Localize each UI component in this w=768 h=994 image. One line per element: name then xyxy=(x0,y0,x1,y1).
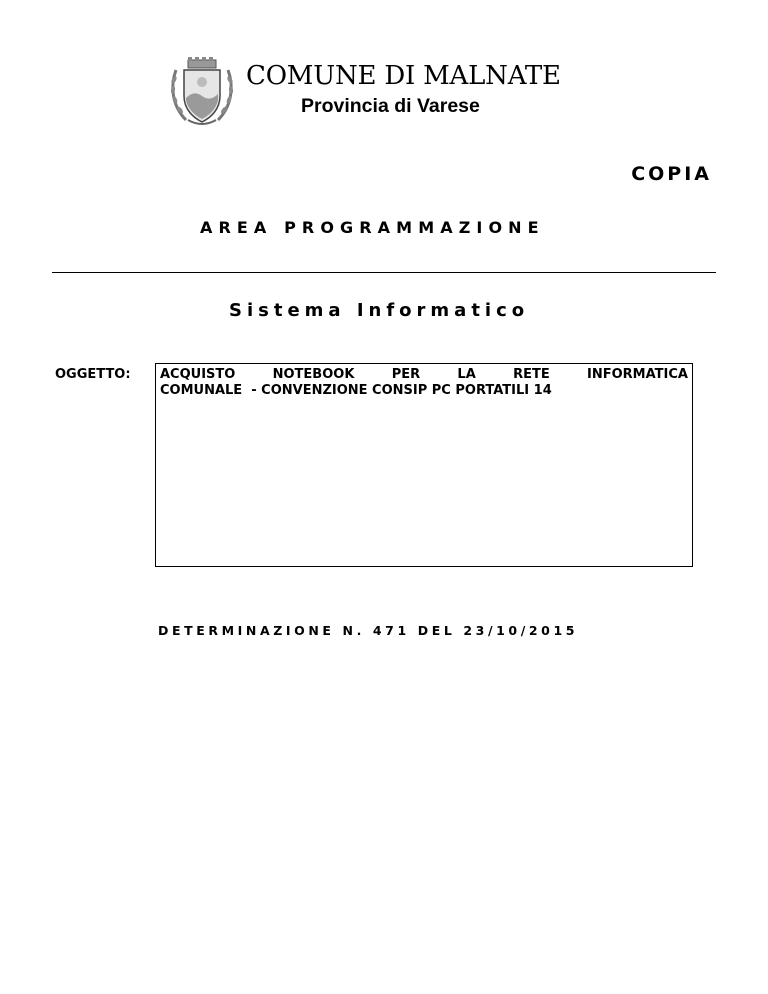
province-name: Provincia di Varese xyxy=(301,95,480,117)
divider xyxy=(52,272,716,273)
subject-word: LA xyxy=(457,367,476,382)
org-name: COMUNE DI MALNATE xyxy=(246,61,561,91)
subject-word: PER xyxy=(391,367,421,382)
subject-box xyxy=(155,363,693,567)
subject-word: RETE xyxy=(513,367,550,382)
subject-word: ACQUISTO xyxy=(160,367,236,382)
copy-label: COPIA xyxy=(631,163,712,185)
subject-line-1 xyxy=(160,367,688,383)
determination-number: DETERMINAZIONE N. 471 DEL 23/10/2015 xyxy=(158,623,579,638)
subject-word: NOTEBOOK xyxy=(272,367,355,382)
service-title: Sistema Informatico xyxy=(229,300,530,321)
municipal-coat-of-arms-icon xyxy=(166,56,238,128)
subject-line-2: COMUNALE - CONVENZIONE CONSIP PC PORTATILI 14 xyxy=(160,383,552,398)
area-title: AREA PROGRAMMAZIONE xyxy=(200,218,545,237)
subject-label: OGGETTO: xyxy=(55,367,131,382)
subject-word: INFORMATICA xyxy=(587,367,688,382)
